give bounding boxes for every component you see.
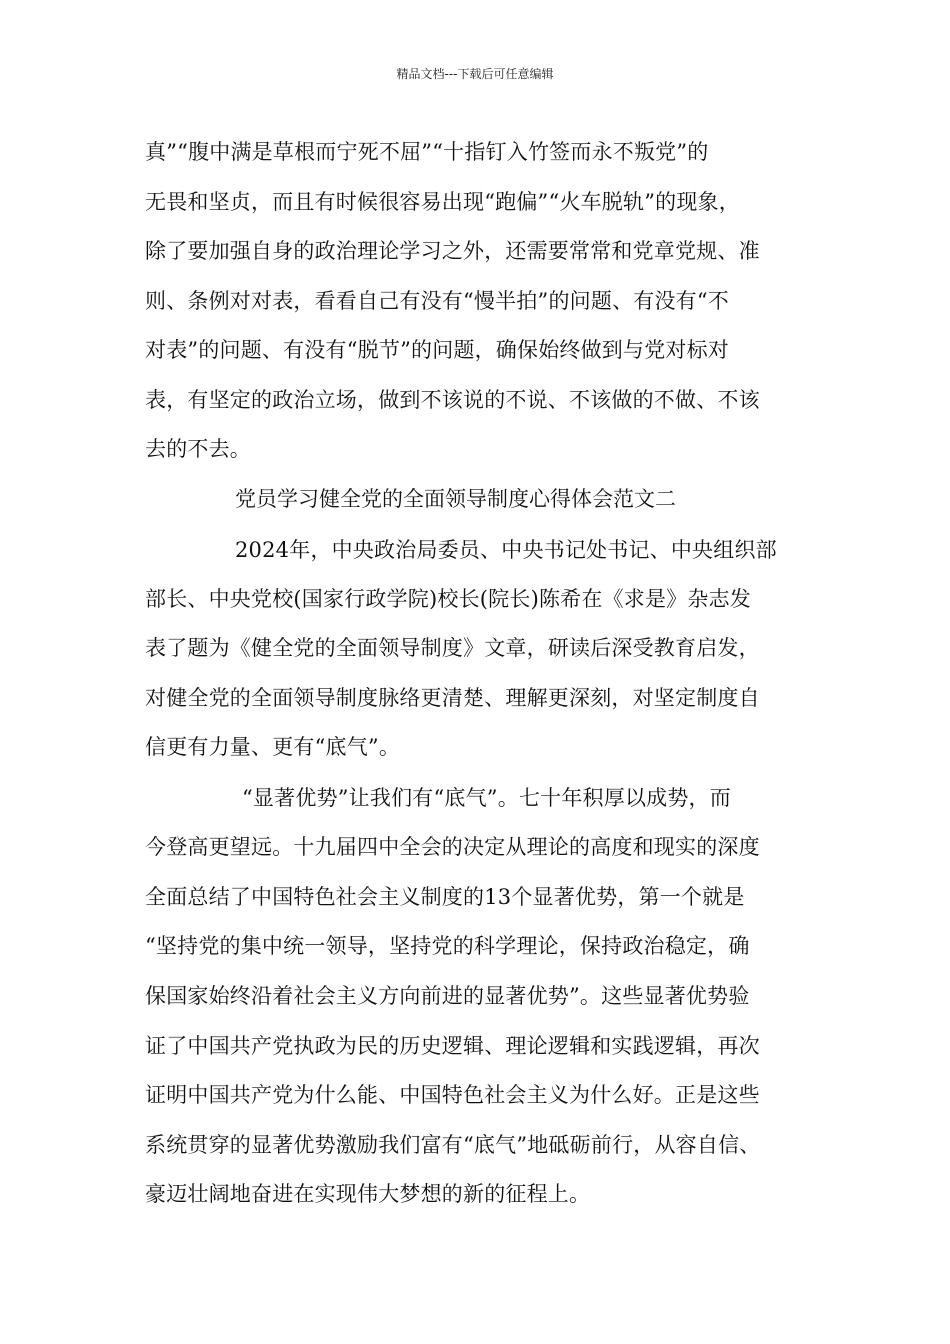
paragraph-line: 表了题为《健全党的全面领导制度》文章，研读后深受教育启发， [145, 636, 760, 660]
paragraph-line: 信更有力量、更有“底气”。 [145, 735, 401, 759]
paragraph-line: 保国家始终沿着社会主义方向前进的显著优势”。这些显著优势验 [145, 984, 750, 1008]
paragraph-line: 证明中国共产党为什么能、中国特色社会主义为什么好。正是这些 [145, 1083, 760, 1107]
paragraph-line: 对表”的问题、有没有“脱节”的问题，确保始终做到与党对标对 [145, 338, 730, 362]
paragraph-line: “坚持党的集中统一领导，坚持党的科学理论，保持政治稳定，确 [145, 934, 750, 958]
paragraph-line: 无畏和坚贞，而且有时候很容易出现“跑偏”“火车脱轨”的现象， [145, 190, 740, 214]
paragraph-line: 则、条例对对表，看看自己有没有“慢半拍”的问题、有没有“不 [145, 289, 730, 313]
paragraph-line: 2024年，中央政治局委员、中央书记处书记、中央组织部 [235, 538, 777, 562]
paragraph-line: 部长、中央党校(国家行政学院)校长(院长)陈希在《求是》杂志发 [145, 587, 751, 611]
paragraph-line: 去的不去。 [145, 437, 251, 461]
paragraph-line: “显著优势”让我们有“底气”。七十年积厚以成势，而 [242, 786, 731, 810]
paragraph-line: 表，有坚定的政治立场，做到不该说的不说、不该做的不做、不该 [145, 388, 760, 412]
page-header: 精品文档---下载后可任意编辑 [396, 67, 554, 81]
paragraph-line: 除了要加强自身的政治理论学习之外，还需要常常和党章党规、准 [145, 239, 760, 263]
paragraph-line: 系统贯穿的显著优势激励我们富有“底气”地砥砺前行，从容自信、 [145, 1133, 761, 1157]
paragraph-line: 全面总结了中国特色社会主义制度的13个显著优势，第一个就是 [145, 885, 745, 909]
paragraph-line: 证了中国共产党执政为民的历史逻辑、理论逻辑和实践逻辑，再次 [145, 1034, 760, 1058]
paragraph-line: 今登高更望远。十九届四中全会的决定从理论的高度和现实的深度 [145, 835, 760, 859]
section-title: 党员学习健全党的全面领导制度心得体会范文二 [235, 487, 676, 511]
paragraph-line: 对健全党的全面领导制度脉络更清楚、理解更深刻，对坚定制度自 [145, 686, 760, 710]
paragraph-line: 真”“腹中满是草根而宁死不屈”“十指钉入竹签而永不叛党”的 [145, 140, 709, 164]
paragraph-line: 豪迈壮阔地奋进在实现伟大梦想的新的征程上。 [145, 1182, 591, 1206]
